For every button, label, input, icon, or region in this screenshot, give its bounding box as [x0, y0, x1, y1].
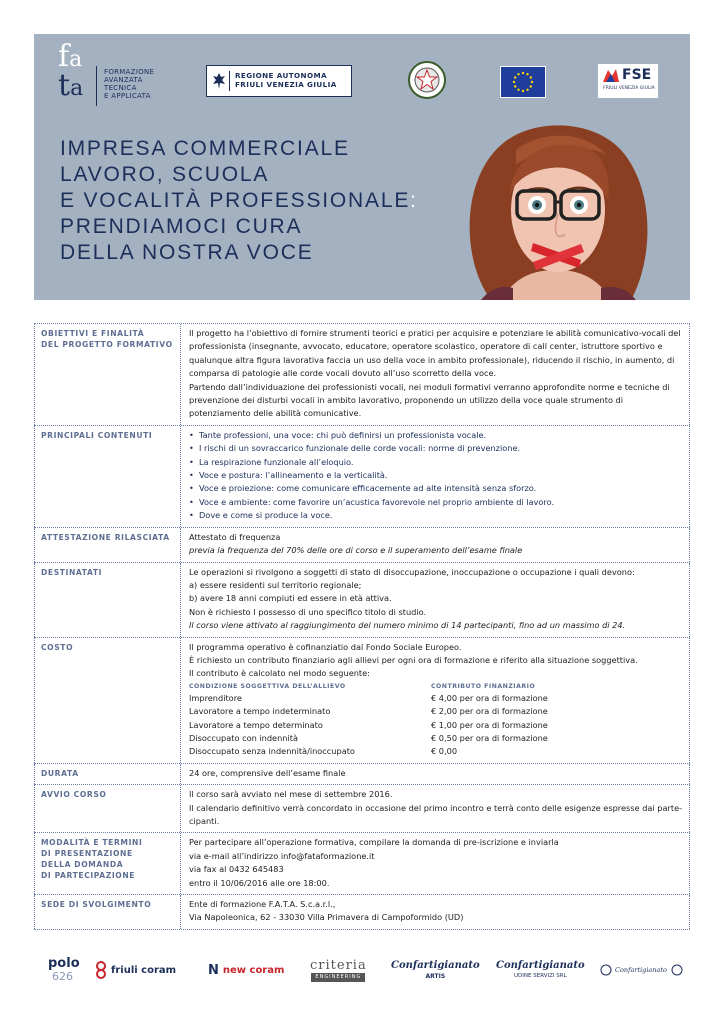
row-value [180, 426, 690, 527]
fse-swoosh-icon [602, 68, 620, 84]
cost-amount: € 0,00 [431, 746, 458, 757]
text-line: È richiesto un contributo finanziario agli allievi per ogni ora di formazione e riferito alla situazione soggettiva. [189, 654, 638, 665]
regione-text [235, 71, 337, 89]
criteria-text: criteria [310, 957, 367, 973]
paragraph: Il progetto ha l’obiettivo di fornire strumenti teorici e pratici per acquisire e potenziare le abilità comunicativo-vocali del professionista (insegnante, avvocato, educatore, operatore scolastico, operatore di call center, istruttore sportivo e qualunque altra figura lavorativa faccia un uso della voce in ambito professionale), riducendo il rischio, in aumento, di comparsa di patologie alle corde vocali dovuto all’uso scorretto della voce. [189, 328, 681, 379]
new-coram-mark-icon: N [208, 962, 219, 978]
row-label [34, 833, 180, 894]
eagle-icon [211, 71, 227, 91]
confartigianato-text: Confartigianato [391, 959, 480, 971]
label-line: OBIETTIVI E FINALITÀ [41, 329, 145, 338]
row-value [180, 785, 690, 832]
paragraph: Partendo dall’individuazione dei professionisti vocali, nei moduli formativi verranno approfondite norme e tecniche di prevenzione dei disturbi vocali in ambito lavorativo, proponendo un utilizzo della voce quale strumento di potenziamento delle abilità comunicative. [189, 381, 670, 419]
row-label: AVVIO CORSO [41, 790, 107, 800]
row-sede [34, 894, 690, 929]
fata-mark-fa: fa [58, 39, 83, 74]
text-line: Il corso viene attivato al raggiungimento del numero minimo di 14 partecipanti, fino ad un massimo di 24. [189, 620, 626, 631]
fse-label: FSE [622, 67, 652, 83]
fse-sub: FRIULI VENEZIA GIULIA [603, 86, 655, 91]
list-item: • La respirazione funzionale all’eloquio. [189, 456, 684, 469]
title-line: E VOCALITÀ PROFESSIONALE [60, 189, 411, 212]
hero-banner [34, 34, 690, 300]
row-avvio [34, 784, 690, 832]
list-item: • Voce e ambiente: come favorire un’acustica favorevole nel proprio ambiente di lavoro. [189, 496, 684, 509]
row-costo [34, 637, 690, 763]
title-colon: : [410, 189, 418, 212]
regione-line: REGIONE AUTONOMA [235, 71, 327, 80]
text-line: Via Napoleonica, 62 - 33030 Villa Primavera di Campoformido (UD) [189, 912, 464, 923]
regione-fvg-logo [206, 65, 352, 97]
cost-amount: € 0,50 per ora di formazione [431, 732, 548, 743]
row-value [180, 833, 690, 894]
row-contenuti [34, 425, 690, 527]
seal-icon [671, 964, 683, 976]
page-title [60, 136, 418, 266]
row-destinatari [34, 562, 690, 637]
row-obiettivi [34, 324, 690, 425]
label-line: DELLA DOMANDA [41, 860, 124, 870]
list-item: • I rischi di un sovraccarico funzionale delle corde vocali: norme di prevenzione. [189, 442, 684, 455]
row-label: DURATA [41, 768, 79, 778]
polo626-logo [48, 950, 88, 990]
fata-line: TECNICA [104, 84, 137, 92]
cost-condition: Disoccupato senza indennità/inoccupato [189, 746, 355, 757]
regione-line: FRIULI VENEZIA GIULIA [235, 80, 337, 89]
row-label: SEDE DI SVOLGIMENTO [41, 900, 152, 910]
cost-condition: Lavoratore a tempo indeterminato [189, 706, 331, 717]
title-line: PRENDIAMOCI CURA [60, 215, 303, 238]
cost-table [189, 681, 684, 759]
woman-portrait-image [421, 110, 690, 300]
row-value [180, 895, 690, 929]
text-line: a) essere residenti sul territorio regionale; [189, 579, 362, 590]
text-line: Il programma operativo è cofinanziatio dal Fondo Sociale Europeo. [189, 641, 462, 652]
text-line: Ente di formazione F.A.T.A. S.c.a.r.l., [189, 899, 336, 910]
text-line: Le operazioni si rivolgono a soggetti di stato di disoccupazione, inoccupazione o occupazione i quali devono: [189, 566, 635, 577]
fata-line: FORMAZIONE [104, 68, 155, 76]
new-coram-logo [208, 950, 284, 990]
text-line: entro il 10/06/2016 alle ore 18:00. [189, 877, 330, 888]
confartigianato-udine-logo [496, 950, 585, 990]
course-info-table [34, 323, 690, 930]
row-attestazione [34, 527, 690, 562]
text-line: b) avere 18 anni compiuti ed essere in età attiva. [189, 593, 392, 604]
fata-mark-ta: ta [58, 68, 84, 103]
text-line: Per partecipare all’operazione formativa, compilare la domanda di pre-iscrizione e inviarla [189, 837, 559, 848]
new-coram-text: new coram [222, 964, 285, 976]
cost-column-header: CONTRIBUTO FINANZIARIO [431, 682, 536, 690]
friuli-coram-mark-icon [94, 961, 108, 979]
list-item: • Voce e postura: l’allineamento e la verticalità. [189, 469, 684, 482]
email-text[interactable]: via e-mail all’indirizzo info@fataformazione.it [189, 850, 375, 861]
criteria-logo [310, 950, 367, 990]
partner-logos [34, 950, 690, 990]
label-line: MODALITÀ E TERMINI [41, 838, 143, 848]
label-line: DI PRESENTAZIONE [41, 849, 133, 859]
friuli-coram-logo [94, 950, 176, 990]
text-line: cipanti. [189, 816, 220, 826]
row-value [180, 638, 690, 763]
fata-logo-mark [58, 39, 84, 103]
polo-number: 626 [52, 970, 73, 983]
row-modalita [34, 832, 690, 894]
fata-line: AVANZATA [104, 76, 143, 84]
text-line: Il corso sarà avviato nel mese di settembre 2016. [189, 789, 393, 800]
cost-condition: Imprenditore [189, 692, 242, 703]
cost-amount: € 2,00 per ora di formazione [431, 706, 548, 717]
text-line: via fax al 0432 645483 [189, 864, 284, 875]
row-label [34, 324, 180, 425]
list-item: • Dove e come si produce la voce. [189, 509, 684, 522]
italian-republic-emblem-icon [407, 60, 447, 100]
confartigianato-text: Confartigianato [615, 966, 667, 974]
text-line: previa la frequenza del 70% delle ore di corso e il superamento dell’esame finale [189, 545, 523, 556]
regione-divider [229, 71, 230, 91]
title-line: DELLA NOSTRA VOCE [60, 241, 314, 264]
row-value [180, 528, 690, 562]
label-line: DI PARTECIPAZIONE [41, 871, 136, 881]
friuli-coram-text: friuli coram [111, 964, 177, 976]
confartigianato-small-logo [600, 950, 683, 990]
row-label: ATTESTAZIONE RILASCIATA [41, 532, 170, 542]
cost-amount: € 4,00 per ora di formazione [431, 692, 548, 703]
row-value [180, 563, 690, 637]
row-value [180, 764, 690, 784]
contents-list [189, 429, 684, 523]
text-line: Attestato di frequenza [189, 531, 281, 542]
text-line: Il contributo è calcolato nel modo seguente: [189, 668, 370, 679]
confartigianato-artis-logo [391, 950, 480, 990]
criteria-sub: ENGINEERING [311, 973, 365, 982]
row-label: DESTINATATI [41, 567, 103, 577]
row-label: PRINCIPALI CONTENUTI [41, 430, 153, 440]
text-line: Il calendario definitivo verrà concordato in occasione del primo incontro e terrà conto delle esigenze espresse dai parte- [189, 802, 683, 813]
fata-line: E APPLICATA [104, 92, 151, 100]
eu-flag-icon [500, 66, 546, 98]
cost-condition: Lavoratore a tempo determinato [189, 719, 323, 730]
cost-amount: € 1,00 per ora di formazione [431, 719, 548, 730]
cost-condition: Disoccupato con indennità [189, 732, 298, 743]
fse-logo [598, 64, 658, 98]
title-line: IMPRESA COMMERCIALE [60, 137, 350, 160]
fata-divider [96, 66, 97, 106]
label-line: DEL PROGETTO FORMATIVO [41, 340, 173, 349]
fata-tagline [104, 68, 154, 100]
fata-logo [58, 39, 178, 103]
confartigianato-sub: UDINE SERVIZI SRL [514, 972, 567, 979]
text-line: Non è richiesto I possesso di uno specifico titolo di studio. [189, 606, 427, 617]
confartigianato-text: Confartigianato [496, 959, 585, 971]
cost-column-header: CONDIZIONE SOGGETTIVA DELL’ALLIEVO [189, 682, 346, 690]
list-item: • Voce e proiezione: come comunicare efficacemente ad alte intensità senza sforzo. [189, 482, 684, 495]
row-value [180, 324, 690, 425]
row-durata [34, 763, 690, 784]
polo-text: polo [48, 956, 80, 971]
seal-icon [600, 964, 612, 976]
confartigianato-sub: ARTIS [425, 972, 446, 980]
text-line: 24 ore, comprensive dell’esame finale [189, 767, 346, 778]
title-line: LAVORO, SCUOLA [60, 163, 270, 186]
row-label: COSTO [41, 642, 74, 652]
list-item: • Tante professioni, una voce: chi può definirsi un professionista vocale. [189, 429, 684, 442]
title-line-with-colon [60, 188, 418, 214]
